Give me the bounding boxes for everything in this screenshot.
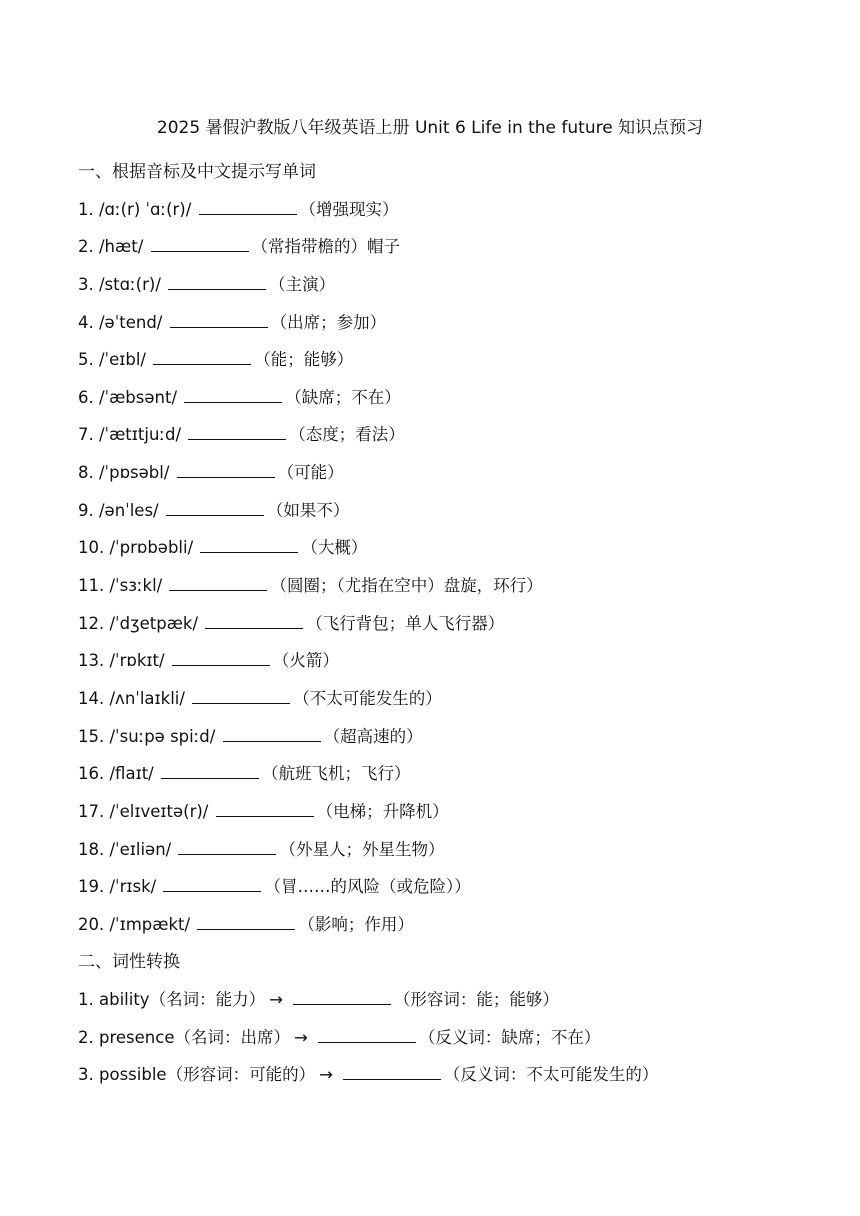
phonetic-item bbox=[78, 271, 818, 309]
item-number: 10. bbox=[78, 538, 105, 558]
phonetic-item bbox=[78, 798, 818, 836]
phonetic-item bbox=[78, 421, 818, 459]
item-number: 11. bbox=[78, 576, 105, 596]
answer-blank[interactable] bbox=[343, 1063, 441, 1080]
item-hint: （常指带檐的）帽子 bbox=[251, 237, 400, 257]
answer-blank[interactable] bbox=[177, 461, 275, 478]
phonetic-item bbox=[78, 723, 818, 761]
item-number: 6. bbox=[78, 387, 94, 407]
answer-blank[interactable] bbox=[223, 725, 321, 742]
item-hint: （火箭） bbox=[272, 651, 339, 671]
item-number: 17. bbox=[78, 801, 105, 821]
item-number: 8. bbox=[78, 463, 94, 483]
item-number: 20. bbox=[78, 914, 105, 934]
item-number: 9. bbox=[78, 500, 94, 520]
phonetic-item bbox=[78, 534, 818, 572]
arrow-icon: → bbox=[319, 1065, 333, 1085]
item-phonetic: /ˈɪmpækt/ bbox=[109, 914, 191, 934]
phonetic-item bbox=[78, 459, 818, 497]
item-hint: （不太可能发生的） bbox=[293, 688, 442, 708]
answer-blank[interactable] bbox=[184, 386, 282, 403]
item-hint: （大概） bbox=[301, 538, 368, 558]
worksheet-body bbox=[78, 158, 818, 1099]
phonetic-item bbox=[78, 836, 818, 874]
item-phonetic: /ˈsɜːkl/ bbox=[109, 576, 163, 596]
phonetic-item bbox=[78, 309, 818, 347]
section-2-heading: 二、词性转换 bbox=[78, 952, 180, 973]
item-hint: （外星人；外星生物） bbox=[279, 839, 445, 859]
item-source-hint: （形容词：可能的） bbox=[166, 1065, 316, 1085]
item-hint: （缺席；不在） bbox=[285, 387, 401, 407]
item-number: 18. bbox=[78, 839, 105, 859]
item-number: 16. bbox=[78, 764, 105, 784]
item-phonetic: /ˈeɪbl/ bbox=[99, 350, 146, 370]
item-number: 12. bbox=[78, 613, 105, 633]
item-hint: （态度；看法） bbox=[289, 425, 405, 445]
item-number: 7. bbox=[78, 425, 94, 445]
phonetic-item bbox=[78, 384, 818, 422]
document-title: 2025 暑假沪教版八年级英语上册 Unit 6 Life in the future 知识点预习 bbox=[156, 118, 704, 138]
item-number: 1. bbox=[78, 199, 94, 219]
item-phonetic: /stɑː(r)/ bbox=[99, 274, 161, 294]
item-hint: （出席；参加） bbox=[270, 312, 387, 332]
answer-blank[interactable] bbox=[168, 273, 266, 290]
item-phonetic: /ˈprɒbəbli/ bbox=[109, 538, 194, 558]
answer-blank[interactable] bbox=[166, 499, 264, 516]
phonetic-item bbox=[78, 873, 818, 911]
answer-blank[interactable] bbox=[161, 762, 259, 779]
answer-blank[interactable] bbox=[192, 687, 290, 704]
item-target-hint: （反义词：缺席；不在） bbox=[418, 1027, 601, 1047]
item-phonetic: /ˈpɒsəbl/ bbox=[99, 463, 170, 483]
conversion-item bbox=[78, 1024, 818, 1062]
item-number: 13. bbox=[78, 651, 105, 671]
item-phonetic: /ˈrɪsk/ bbox=[109, 877, 157, 897]
item-number: 19. bbox=[78, 877, 105, 897]
item-hint: （可能） bbox=[277, 463, 344, 483]
item-number: 2. bbox=[78, 1027, 94, 1047]
section-1-items bbox=[78, 196, 818, 949]
answer-blank[interactable] bbox=[318, 1026, 416, 1043]
item-phonetic: /əˈtend/ bbox=[99, 312, 163, 332]
item-hint: （航班飞机；飞行） bbox=[261, 764, 411, 784]
arrow-icon: → bbox=[269, 990, 283, 1010]
conversion-item bbox=[78, 986, 818, 1024]
item-phonetic: /hæt/ bbox=[99, 237, 144, 257]
answer-blank[interactable] bbox=[200, 536, 298, 553]
answer-blank[interactable] bbox=[188, 423, 286, 440]
item-phonetic: /ˈsuːpə spiːd/ bbox=[109, 726, 216, 746]
item-phonetic: /ˈætɪtjuːd/ bbox=[99, 425, 182, 445]
item-phonetic: /ˈrɒkɪt/ bbox=[109, 651, 165, 671]
phonetic-item bbox=[78, 610, 818, 648]
answer-blank[interactable] bbox=[151, 235, 249, 252]
item-word: possible bbox=[99, 1065, 167, 1085]
item-hint: （超高速的） bbox=[323, 726, 423, 746]
conversion-item bbox=[78, 1061, 818, 1099]
phonetic-item bbox=[78, 572, 818, 610]
item-source-hint: （名词：出席） bbox=[174, 1027, 290, 1047]
item-hint: （圆圈；（尤指在空中）盘旋，环行） bbox=[270, 576, 543, 596]
phonetic-item bbox=[78, 647, 818, 685]
answer-blank[interactable] bbox=[153, 348, 251, 365]
answer-blank[interactable] bbox=[172, 649, 270, 666]
item-number: 5. bbox=[78, 350, 94, 370]
item-number: 1. bbox=[78, 990, 94, 1010]
item-hint: （影响；作用） bbox=[298, 914, 414, 934]
item-phonetic: /ənˈles/ bbox=[99, 500, 159, 520]
item-hint: （增强现实） bbox=[299, 199, 399, 219]
arrow-icon: → bbox=[293, 1027, 308, 1047]
item-hint: （冒……的风险（或危险）） bbox=[264, 877, 471, 897]
item-number: 15. bbox=[78, 726, 105, 746]
answer-blank[interactable] bbox=[169, 574, 267, 591]
item-word: presence bbox=[99, 1027, 175, 1047]
item-number: 3. bbox=[78, 1065, 94, 1085]
item-hint: （飞行背包；单人飞行器） bbox=[306, 613, 505, 633]
phonetic-item bbox=[78, 346, 818, 384]
item-phonetic: /ˈæbsənt/ bbox=[99, 387, 178, 407]
item-hint: （电梯；升降机） bbox=[316, 801, 449, 821]
phonetic-item bbox=[78, 497, 818, 535]
phonetic-item bbox=[78, 233, 818, 271]
answer-blank[interactable] bbox=[293, 988, 391, 1005]
item-phonetic: /ʌnˈlaɪkli/ bbox=[109, 688, 185, 708]
phonetic-item bbox=[78, 685, 818, 723]
item-number: 3. bbox=[78, 274, 94, 294]
answer-blank[interactable] bbox=[178, 838, 276, 855]
item-target-hint: （形容词：能；能够） bbox=[393, 990, 559, 1010]
item-word: ability bbox=[99, 990, 150, 1010]
item-number: 2. bbox=[78, 237, 94, 257]
item-source-hint: （名词：能力） bbox=[149, 990, 266, 1010]
answer-blank[interactable] bbox=[197, 913, 295, 930]
phonetic-item bbox=[78, 911, 818, 949]
phonetic-item bbox=[78, 196, 818, 234]
item-phonetic: /ˈeɪliən/ bbox=[109, 839, 172, 859]
answer-blank[interactable] bbox=[199, 198, 297, 215]
section-2-items bbox=[78, 986, 818, 1099]
item-number: 4. bbox=[78, 312, 94, 332]
item-hint: （如果不） bbox=[266, 500, 350, 520]
item-phonetic: /ɑː(r) ˈɑː(r)/ bbox=[99, 199, 192, 219]
answer-blank[interactable] bbox=[163, 875, 261, 892]
item-phonetic: /ˈelɪveɪtə(r)/ bbox=[109, 801, 209, 821]
phonetic-item bbox=[78, 760, 818, 798]
section-1-heading: 一、根据音标及中文提示写单词 bbox=[78, 162, 316, 182]
answer-blank[interactable] bbox=[205, 612, 303, 629]
answer-blank[interactable] bbox=[170, 311, 268, 328]
item-number: 14. bbox=[78, 688, 105, 708]
item-phonetic: /flaɪt/ bbox=[109, 764, 154, 784]
item-hint: （主演） bbox=[269, 274, 336, 294]
item-hint: （能；能够） bbox=[254, 350, 354, 370]
item-target-hint: （反义词：不太可能发生的） bbox=[443, 1065, 659, 1085]
item-phonetic: /ˈdʒetpæk/ bbox=[109, 613, 199, 633]
answer-blank[interactable] bbox=[216, 800, 314, 817]
